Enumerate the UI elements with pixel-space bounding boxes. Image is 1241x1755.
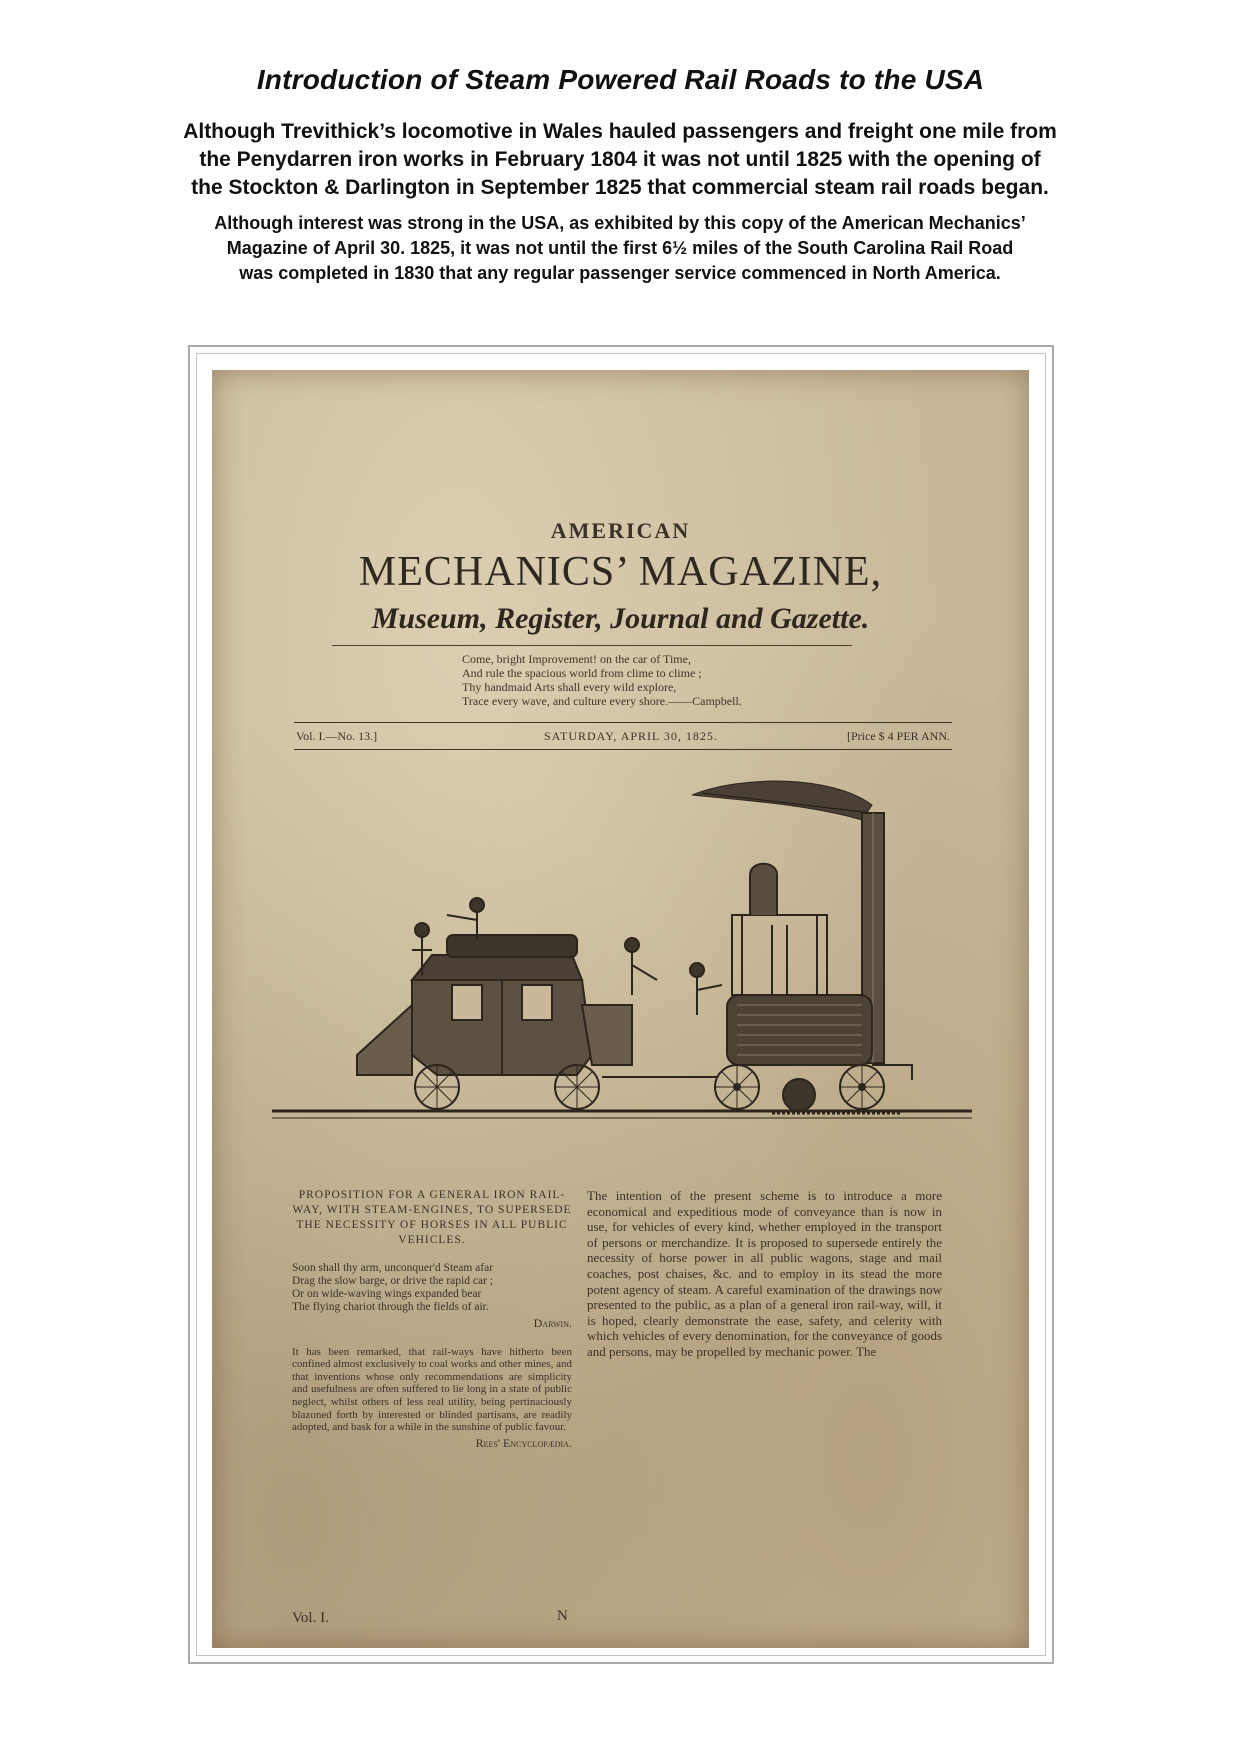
article-heading: PROPOSITION FOR A GENERAL IRON RAIL-WAY, WITH STEAM-ENGINES, TO SUPERSEDE THE NECESSITY OF HORSES IN ALL PUBLIC VEHICLES. — [292, 1189, 572, 1246]
poem-line: Or on wide-waving wings expanded bear — [292, 1288, 482, 1300]
quote-attribution: Rees' Encyclopædia. — [475, 1435, 572, 1450]
locomotive-engraving — [272, 765, 972, 1150]
issue-price: [Price $ 4 PER ANN. — [847, 729, 950, 743]
footer-volume: Vol. I. — [292, 1610, 329, 1626]
verse-line: Thy handmaid Arts shall every wild explore, — [462, 680, 677, 694]
poem-line: Soon shall thy arm, unconquer'd Steam afar — [292, 1262, 494, 1274]
intro-paragraph-2-line-3: was completed in 1830 that any regular passenger service commenced in North America. — [239, 263, 1001, 283]
article-left-column — [292, 1188, 572, 1451]
magazine-cover-image — [212, 370, 1029, 1648]
masthead-title: MECHANICS’ MAGAZINE, — [358, 549, 883, 595]
issue-volume: Vol. I.—No. 13.] — [296, 729, 378, 743]
verse-line: Come, bright Improvement! on the car of Time, — [462, 652, 691, 666]
poem-line: The flying chariot through the fields of air. — [292, 1301, 489, 1313]
poem — [292, 1262, 572, 1314]
verse-line: Trace every wave, and culture every shore.——Campbell. — [462, 694, 742, 708]
quote-paragraph: It has been remarked, that rail-ways have hitherto been confined almost exclusively to coal works and other mines, and that inventions whose only recommendations are simplicity and usefulness are often suffered to lie long in a state of public neglect, whilst others of less real utility, being pertinaciously blazoned forth by interested or blinded partisans, are readily adopted, and bask for a while in the sunshine of public favour. — [292, 1345, 572, 1434]
engine-frame — [732, 915, 827, 995]
intro-paragraph-1-line-3: the Stockton & Darlington in September 1825 that commercial steam rail roads began. — [191, 176, 1049, 199]
smoke-plume — [692, 781, 872, 820]
verse-line: And rule the spacious world from clime to clime ; — [462, 666, 702, 680]
poem-attribution: Darwin. — [533, 1316, 572, 1330]
issue-bar — [294, 722, 952, 750]
masthead-top: AMERICAN — [550, 518, 691, 543]
article-right-column: The intention of the present scheme is to introduce a more economical and expeditious mode of conveyance than is now in use, for vehicles of every kind, whether employed in the transport of persons or merchandize. It is proposed to supersede entirely the necessity of horse power in all public wagons, stage and mail coaches, post chaises, &c. and to employ in its stead the more potent agency of steam. A careful examination of the drawings now presented to the public, as a plan of a general iron rail-way, will, it is hoped, clearly demonstrate the ease, safety, and celerity with which vehicles of every denomination, for the conveyance of goods and persons, may be propelled by mechanic power. The — [587, 1188, 942, 1359]
masthead-rule — [332, 645, 852, 646]
intro-paragraph-2-line-2: Magazine of April 30. 1825, it was not until the first 6½ miles of the South Carolina Rail Road — [226, 238, 1014, 258]
masthead-subtitle: Museum, Register, Journal and Gazette. — [371, 602, 870, 635]
poem-line: Drag the slow barge, or drive the rapid car ; — [292, 1275, 493, 1287]
page-title: Introduction of Steam Powered Rail Roads to the USA — [256, 64, 985, 95]
intro-paragraph-2-line-1: Although interest was strong in the USA, as exhibited by this copy of the American Mechanics’ — [214, 213, 1026, 233]
issue-date: SATURDAY, APRIL 30, 1825. — [544, 729, 718, 743]
intro-paragraph-1-line-2: the Penydarren iron works in February 1804 it was not until 1825 with the opening of — [199, 148, 1041, 171]
masthead-verse — [462, 652, 902, 708]
intro-paragraph-1-line-1: Although Trevithick’s locomotive in Wales hauled passengers and freight one mile from — [183, 120, 1057, 143]
footer-signature: N — [557, 1608, 568, 1624]
